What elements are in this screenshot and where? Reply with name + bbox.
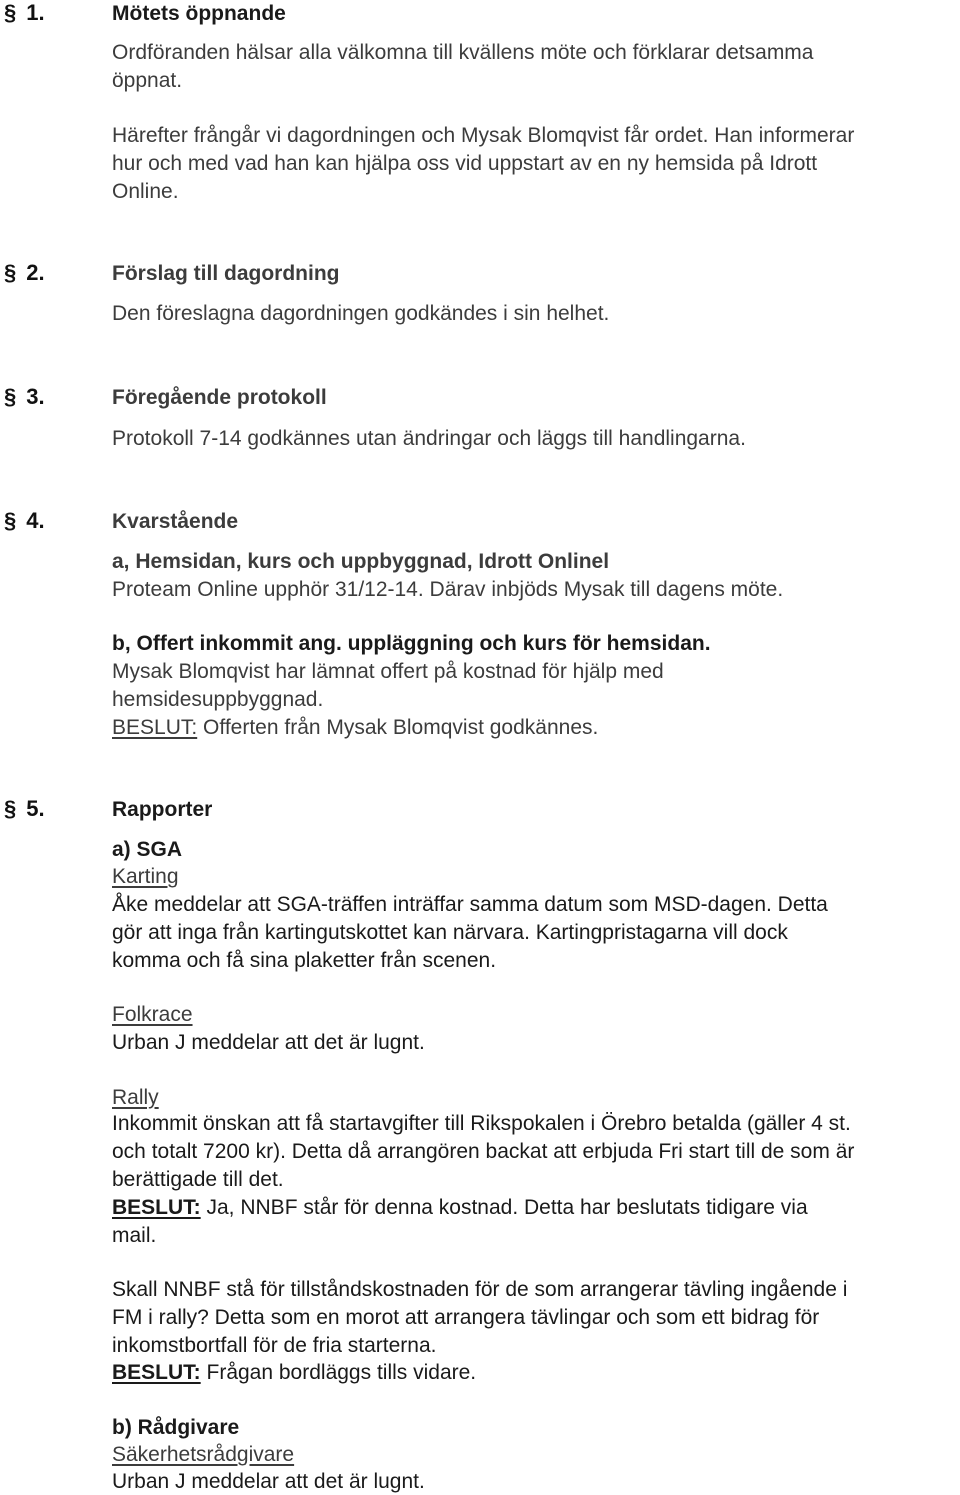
beslut-label: BESLUT: — [112, 1361, 201, 1384]
rally-text-line: berättigade till det. — [112, 1168, 284, 1191]
section-2-heading: Förslag till dagordning — [112, 262, 340, 285]
rally-beslut — [112, 1197, 808, 1218]
beslut-text: Ja, NNBF står för denna kostnad. Detta har beslutats tidigare via — [200, 1196, 808, 1219]
rally-question-beslut — [112, 1362, 476, 1383]
beslut-text: Offerten från Mysak Blomqvist godkännes. — [197, 716, 599, 739]
sakerhet-label: Säkerhetsrådgivare — [112, 1443, 295, 1466]
section-3-text: Protokoll 7-14 godkännes utan ändringar och läggs till handlingarna. — [112, 427, 746, 450]
beslut-text: Frågan bordläggs tills vidare. — [200, 1361, 477, 1384]
section-4b-text-line: hemsidesuppbyggnad. — [112, 688, 324, 711]
section-2-number: § 2. — [4, 260, 45, 285]
section-1-text-line: Ordföranden hälsar alla välkomna till kvällens möte och förklarar detsamma — [112, 41, 814, 64]
rally-question-line: FM i rally? Detta som en morot att arrangera tävlingar och som ett bidrag för — [112, 1306, 820, 1329]
section-1-text-line: öppnat. — [112, 69, 183, 92]
section-4a-heading: a, Hemsidan, kurs och uppbyggnad, Idrott Onlinel — [112, 550, 610, 573]
karting-text-line: gör att inga från kartingutskottet kan närvara. Kartingpristagarna vill dock — [112, 921, 788, 944]
beslut-label: BESLUT: — [112, 716, 198, 739]
section-1-number: § 1. — [4, 0, 45, 25]
rally-label: Rally — [112, 1086, 159, 1109]
karting-text-line: komma och få sina plaketter från scenen. — [112, 949, 497, 972]
section-1-heading: Mötets öppnande — [112, 2, 286, 25]
section-4a-text: Proteam Online upphör 31/12-14. Därav inbjöds Mysak till dagens möte. — [112, 578, 784, 601]
section-4-number: § 4. — [4, 508, 45, 533]
section-5a-heading: a) SGA — [112, 838, 183, 861]
sakerhet-text: Urban J meddelar att det är lugnt. — [112, 1470, 425, 1493]
section-2-text: Den föreslagna dagordningen godkändes i sin helhet. — [112, 302, 610, 325]
section-3-heading: Föregående protokoll — [112, 386, 327, 409]
rally-text-line: Inkommit önskan att få startavgifter till Rikspokalen i Örebro betalda (gäller 4 st. — [112, 1112, 851, 1135]
section-5-number: § 5. — [4, 796, 45, 821]
rally-question-line: Skall NNBF stå för tillståndskostnaden för de som arrangerar tävling ingående i — [112, 1278, 848, 1301]
beslut-label: BESLUT: — [112, 1196, 201, 1219]
rally-beslut-cont: mail. — [112, 1224, 157, 1247]
rally-question-line: inkomstbortfall för de fria starterna. — [112, 1334, 437, 1357]
section-1-text-line: hur och med vad han kan hjälpa oss vid uppstart av en ny hemsida på Idrott — [112, 152, 818, 175]
folkrace-text: Urban J meddelar att det är lugnt. — [112, 1031, 425, 1054]
section-1-text-line: Härefter frångår vi dagordningen och Mysak Blomqvist får ordet. Han informerar — [112, 124, 855, 147]
karting-label: Karting — [112, 865, 179, 888]
section-5-heading: Rapporter — [112, 798, 213, 821]
section-5b-heading: b) Rådgivare — [112, 1416, 240, 1439]
section-4b-beslut — [112, 717, 598, 738]
section-4b-heading: b, Offert inkommit ang. uppläggning och kurs för hemsidan. — [112, 632, 711, 655]
section-4-heading: Kvarstående — [112, 510, 239, 533]
folkrace-label: Folkrace — [112, 1003, 193, 1026]
section-3-number: § 3. — [4, 384, 45, 409]
section-1-text-line: Online. — [112, 180, 179, 203]
karting-text-line: Åke meddelar att SGA-träffen inträffar samma datum som MSD-dagen. Detta — [112, 893, 828, 916]
section-4b-text-line: Mysak Blomqvist har lämnat offert på kostnad för hjälp med — [112, 660, 664, 683]
rally-text-line: och totalt 7200 kr). Detta då arrangören backat att erbjuda Fri start till de som är — [112, 1140, 855, 1163]
